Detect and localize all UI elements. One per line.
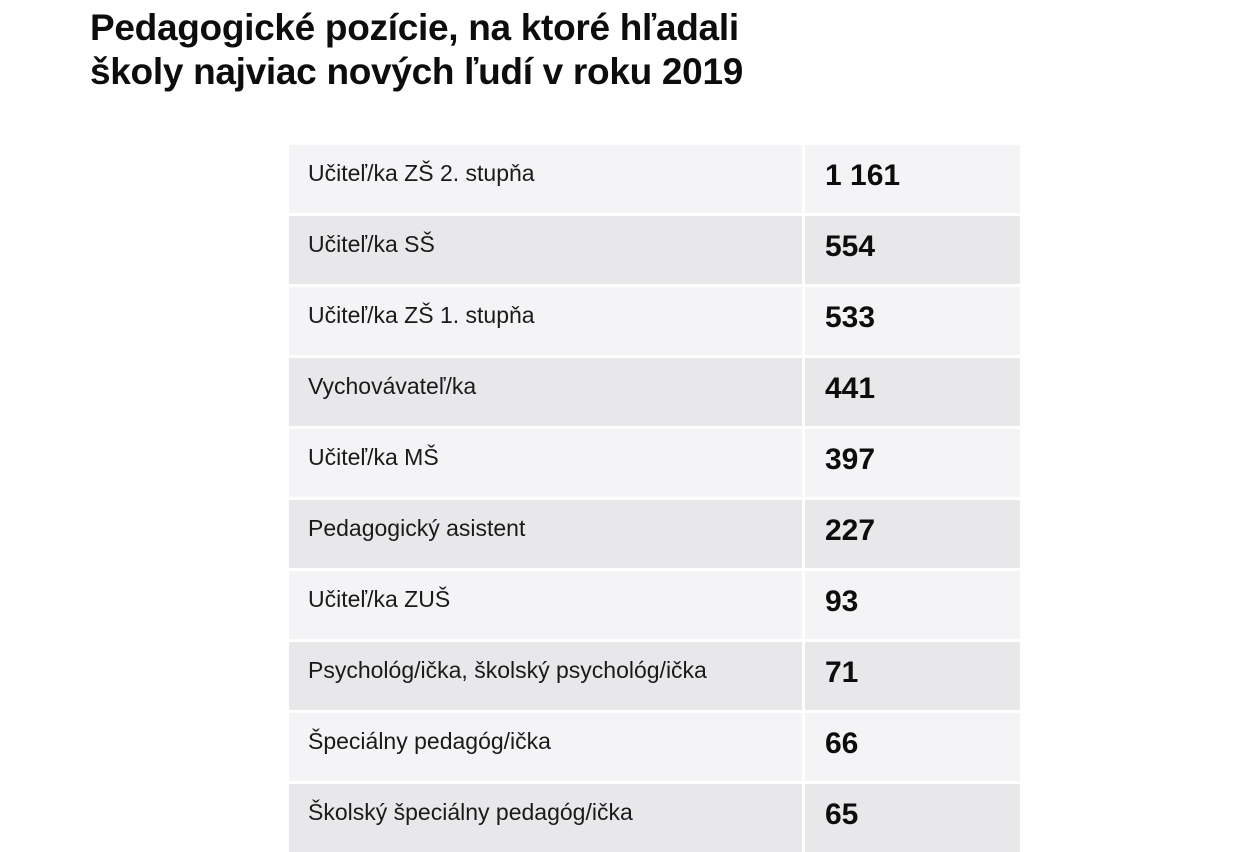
- table-row: [289, 287, 1020, 355]
- row-label: Psychológ/ička, školský psychológ/ička: [289, 642, 802, 710]
- table-row: [289, 784, 1020, 852]
- row-label: Učiteľ/ka MŠ: [289, 429, 802, 497]
- row-value: 441: [805, 358, 1020, 426]
- row-value: 227: [805, 500, 1020, 568]
- table-row: [289, 500, 1020, 568]
- row-label: Školský špeciálny pedagóg/ička: [289, 784, 802, 852]
- table-row: [289, 713, 1020, 781]
- row-label: Špeciálny pedagóg/ička: [289, 713, 802, 781]
- row-label: Učiteľ/ka ZŠ 1. stupňa: [289, 287, 802, 355]
- row-label: Učiteľ/ka SŠ: [289, 216, 802, 284]
- row-value: 66: [805, 713, 1020, 781]
- row-label: Učiteľ/ka ZUŠ: [289, 571, 802, 639]
- table-row: [289, 358, 1020, 426]
- row-value: 1 161: [805, 145, 1020, 213]
- row-value: 397: [805, 429, 1020, 497]
- row-value: 71: [805, 642, 1020, 710]
- table-row: [289, 429, 1020, 497]
- chart-title-line-1: Pedagogické pozície, na ktoré hľadali: [90, 7, 739, 48]
- row-value: 554: [805, 216, 1020, 284]
- row-label: Pedagogický asistent: [289, 500, 802, 568]
- chart-title-line-2: školy najviac nových ľudí v roku 2019: [90, 51, 744, 92]
- row-value: 65: [805, 784, 1020, 852]
- table-row: [289, 216, 1020, 284]
- table-row: [289, 571, 1020, 639]
- data-table: [289, 145, 1020, 852]
- chart-title: [90, 6, 850, 94]
- row-value: 533: [805, 287, 1020, 355]
- table-row: [289, 145, 1020, 213]
- row-label: Učiteľ/ka ZŠ 2. stupňa: [289, 145, 802, 213]
- table-row: [289, 642, 1020, 710]
- row-value: 93: [805, 571, 1020, 639]
- row-label: Vychovávateľ/ka: [289, 358, 802, 426]
